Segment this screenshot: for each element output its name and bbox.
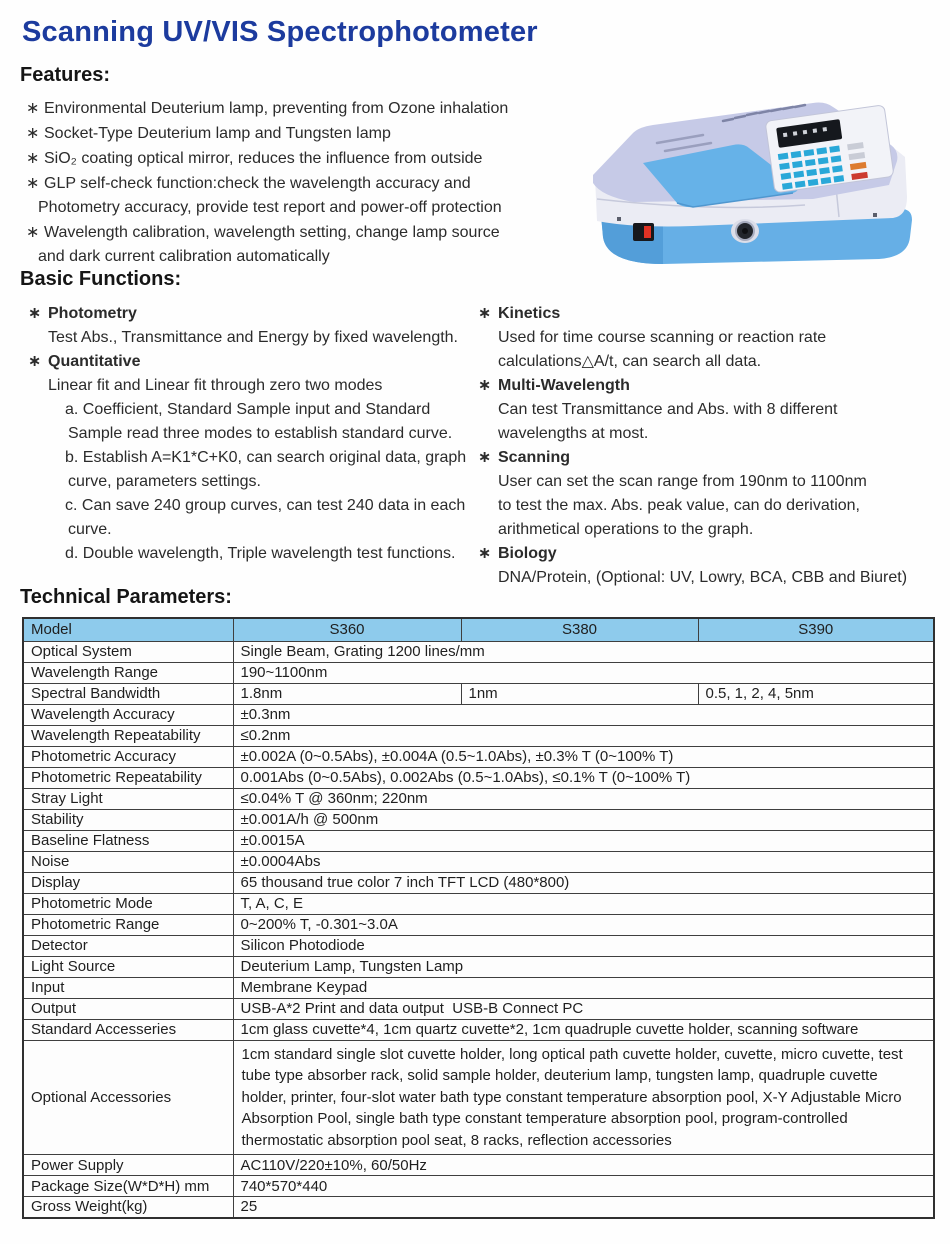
param-label: Gross Weight(kg) bbox=[23, 1197, 233, 1218]
asterisk-bullet: ∗ bbox=[26, 150, 40, 167]
param-value: USB-A*2 Print and data output USB-B Connect PC bbox=[233, 998, 934, 1019]
sub-item-line: a. Coefficient, Standard Sample input and Standard bbox=[65, 401, 431, 418]
param-label: Stability bbox=[23, 809, 233, 830]
param-label: Output bbox=[23, 998, 233, 1019]
spectrophotometer-photo bbox=[573, 85, 943, 295]
param-value: ±0.002A (0~0.5Abs), ±0.004A (0.5~1.0Abs), ±0.3% T (0~100% T) bbox=[233, 746, 934, 767]
param-value: ≤0.04% T @ 360nm; 220nm bbox=[233, 788, 934, 809]
asterisk-bullet: ∗ bbox=[478, 377, 492, 394]
column-header-s390: S390 bbox=[698, 618, 934, 641]
asterisk-bullet: ∗ bbox=[26, 125, 40, 142]
param-value: 1cm glass cuvette*4, 1cm quartz cuvette*2, 1cm quadruple cuvette holder, scanning software bbox=[233, 1019, 934, 1040]
sub-item-line: curve. bbox=[68, 521, 112, 538]
asterisk-bullet: ∗ bbox=[26, 224, 40, 241]
param-value: ±0.3nm bbox=[233, 704, 934, 725]
function-line: wavelengths at most. bbox=[498, 425, 649, 442]
sub-item-line: c. Can save 240 group curves, can test 240 data in each bbox=[65, 497, 466, 514]
table-row bbox=[23, 851, 934, 872]
feature-line: GLP self-check function:check the wavelength accuracy and bbox=[44, 175, 471, 192]
param-value: T, A, C, E bbox=[233, 893, 934, 914]
technical-parameters-table bbox=[22, 617, 935, 1219]
table-row bbox=[23, 704, 934, 725]
param-value: 0~200% T, -0.301~3.0A bbox=[233, 914, 934, 935]
table-row bbox=[23, 767, 934, 788]
param-value: ±0.0015A bbox=[233, 830, 934, 851]
param-label: Wavelength Repeatability bbox=[23, 725, 233, 746]
column-header-model: Model bbox=[23, 618, 233, 641]
param-label: Baseline Flatness bbox=[23, 830, 233, 851]
asterisk-bullet: ∗ bbox=[26, 175, 40, 192]
param-label: Stray Light bbox=[23, 788, 233, 809]
function-line: DNA/Protein, (Optional: UV, Lowry, BCA, CBB and Biuret) bbox=[498, 569, 908, 586]
basic-functions-left-column bbox=[28, 302, 476, 566]
param-value: 65 thousand true color 7 inch TFT LCD (480*800) bbox=[233, 872, 934, 893]
feature-item bbox=[26, 97, 566, 121]
param-value: 740*570*440 bbox=[233, 1176, 934, 1197]
asterisk-bullet: ∗ bbox=[478, 305, 492, 322]
param-value: 0.001Abs (0~0.5Abs), 0.002Abs (0.5~1.0Abs), ≤0.1% T (0~100% T) bbox=[233, 767, 934, 788]
sub-item-line: b. Establish A=K1*C+K0, can search original data, graph bbox=[65, 449, 467, 466]
param-value: 0.5, 1, 2, 4, 5nm bbox=[698, 683, 934, 704]
table-row bbox=[23, 788, 934, 809]
sub-item-line: Sample read three modes to establish standard curve. bbox=[68, 425, 453, 442]
param-label: Noise bbox=[23, 851, 233, 872]
function-line: Used for time course scanning or reaction rate bbox=[498, 329, 827, 346]
param-value: 1.8nm bbox=[233, 683, 461, 704]
table-header-row bbox=[23, 618, 934, 641]
asterisk-bullet: ∗ bbox=[478, 449, 492, 466]
function-name: Biology bbox=[498, 545, 557, 562]
feature-line: SiO₂ coating optical mirror, reduces the influence from outside bbox=[44, 150, 483, 167]
asterisk-bullet: ∗ bbox=[28, 305, 42, 322]
function-line: Can test Transmittance and Abs. with 8 different bbox=[498, 401, 838, 418]
function-line: arithmetical operations to the graph. bbox=[498, 521, 754, 538]
table-row bbox=[23, 641, 934, 662]
param-label: Power Supply bbox=[23, 1155, 233, 1176]
param-value: 1nm bbox=[461, 683, 698, 704]
param-label: Optional Accessories bbox=[23, 1040, 233, 1155]
sub-item-line: d. Double wavelength, Triple wavelength test functions. bbox=[65, 545, 456, 562]
feature-line: Environmental Deuterium lamp, preventing from Ozone inhalation bbox=[44, 100, 509, 117]
function-sub-list bbox=[48, 398, 476, 566]
table-row bbox=[23, 1197, 934, 1218]
table-row bbox=[23, 914, 934, 935]
basic-functions-right-column bbox=[478, 302, 942, 590]
param-value: 190~1100nm bbox=[233, 662, 934, 683]
feature-line: Wavelength calibration, wavelength setting, change lamp source bbox=[44, 224, 500, 241]
param-value: ≤0.2nm bbox=[233, 725, 934, 746]
param-value: Single Beam, Grating 1200 lines/mm bbox=[233, 641, 934, 662]
function-name: Multi-Wavelength bbox=[498, 377, 630, 394]
function-line: calculations△A/t, can search all data. bbox=[498, 353, 762, 370]
param-label: Photometric Mode bbox=[23, 893, 233, 914]
asterisk-bullet: ∗ bbox=[478, 545, 492, 562]
table-row bbox=[23, 830, 934, 851]
param-label: Input bbox=[23, 977, 233, 998]
function-item-biology bbox=[478, 542, 942, 590]
feature-line: and dark current calibration automatically bbox=[38, 248, 330, 265]
table-row bbox=[23, 1176, 934, 1197]
feature-line: Photometry accuracy, provide test report and power-off protection bbox=[38, 199, 502, 216]
power-switch bbox=[633, 223, 654, 241]
technical-parameters-heading: Technical Parameters: bbox=[20, 586, 232, 608]
table-row bbox=[23, 998, 934, 1019]
param-label: Light Source bbox=[23, 956, 233, 977]
table-row bbox=[23, 872, 934, 893]
table-row bbox=[23, 725, 934, 746]
param-label: Wavelength Accuracy bbox=[23, 704, 233, 725]
table-row bbox=[23, 977, 934, 998]
table-row bbox=[23, 1155, 934, 1176]
param-value: 1cm standard single slot cuvette holder, long optical path cuvette holder, cuvette, micro cuvette, test tube type absorber rack, solid sample holder, deuterium lamp, tungsten lamp, quadruple cuvette holder, printer, four-slot water bath type constant temperature absorption pool, X-Y Adjustable Micro Absorption Pool, single bath type constant temperature absorption pool, program-controlled thermostatic absorption pool seat, 8 racks, reflection accessories bbox=[233, 1040, 934, 1155]
function-item-photometry bbox=[28, 302, 476, 350]
function-name: Quantitative bbox=[48, 353, 141, 370]
param-label: Detector bbox=[23, 935, 233, 956]
function-name: Kinetics bbox=[498, 305, 561, 322]
front-knob-center bbox=[742, 228, 748, 234]
feature-item bbox=[26, 147, 566, 171]
table-row bbox=[23, 662, 934, 683]
param-value: 25 bbox=[233, 1197, 934, 1218]
asterisk-bullet: ∗ bbox=[26, 100, 40, 117]
function-line: User can set the scan range from 190nm to 1100nm bbox=[498, 473, 867, 490]
param-label: Standard Accesseries bbox=[23, 1019, 233, 1040]
param-value: Membrane Keypad bbox=[233, 977, 934, 998]
feature-item bbox=[26, 172, 566, 220]
sub-item-line: curve, parameters settings. bbox=[68, 473, 261, 490]
table-row bbox=[23, 1019, 934, 1040]
table-row bbox=[23, 956, 934, 977]
function-name: Photometry bbox=[48, 305, 137, 322]
function-line: Linear fit and Linear fit through zero two modes bbox=[48, 377, 383, 394]
features-heading: Features: bbox=[20, 64, 111, 86]
param-value: AC110V/220±10%, 60/50Hz bbox=[233, 1155, 934, 1176]
column-header-s380: S380 bbox=[461, 618, 698, 641]
table-row bbox=[23, 683, 934, 704]
table-row bbox=[23, 935, 934, 956]
asterisk-bullet: ∗ bbox=[28, 353, 42, 370]
function-line: Test Abs., Transmittance and Energy by fixed wavelength. bbox=[48, 329, 458, 346]
param-value: ±0.0004Abs bbox=[233, 851, 934, 872]
param-value: Silicon Photodiode bbox=[233, 935, 934, 956]
basic-functions-heading: Basic Functions: bbox=[20, 268, 182, 290]
param-label: Spectral Bandwidth bbox=[23, 683, 233, 704]
features-list bbox=[26, 97, 566, 270]
param-label: Display bbox=[23, 872, 233, 893]
function-item-kinetics bbox=[478, 302, 942, 374]
feature-item bbox=[26, 221, 566, 269]
param-label: Photometric Range bbox=[23, 914, 233, 935]
function-item-quantitative bbox=[28, 350, 476, 566]
feature-line: Socket-Type Deuterium lamp and Tungsten lamp bbox=[44, 125, 391, 142]
function-name: Scanning bbox=[498, 449, 571, 466]
function-line: to test the max. Abs. peak value, can do derivation, bbox=[498, 497, 860, 514]
feature-item bbox=[26, 122, 566, 146]
function-item-multi-wavelength bbox=[478, 374, 942, 446]
param-value: Deuterium Lamp, Tungsten Lamp bbox=[233, 956, 934, 977]
param-label: Optical System bbox=[23, 641, 233, 662]
param-label: Wavelength Range bbox=[23, 662, 233, 683]
table-row bbox=[23, 1040, 934, 1155]
table-row bbox=[23, 746, 934, 767]
function-item-scanning bbox=[478, 446, 942, 542]
column-header-s360: S360 bbox=[233, 618, 461, 641]
table-row bbox=[23, 893, 934, 914]
param-label: Package Size(W*D*H) mm bbox=[23, 1176, 233, 1197]
table-row bbox=[23, 809, 934, 830]
page-title: Scanning UV/VIS Spectrophotometer bbox=[22, 16, 538, 48]
param-label: Photometric Repeatability bbox=[23, 767, 233, 788]
param-value: ±0.001A/h @ 500nm bbox=[233, 809, 934, 830]
param-label: Photometric Accuracy bbox=[23, 746, 233, 767]
